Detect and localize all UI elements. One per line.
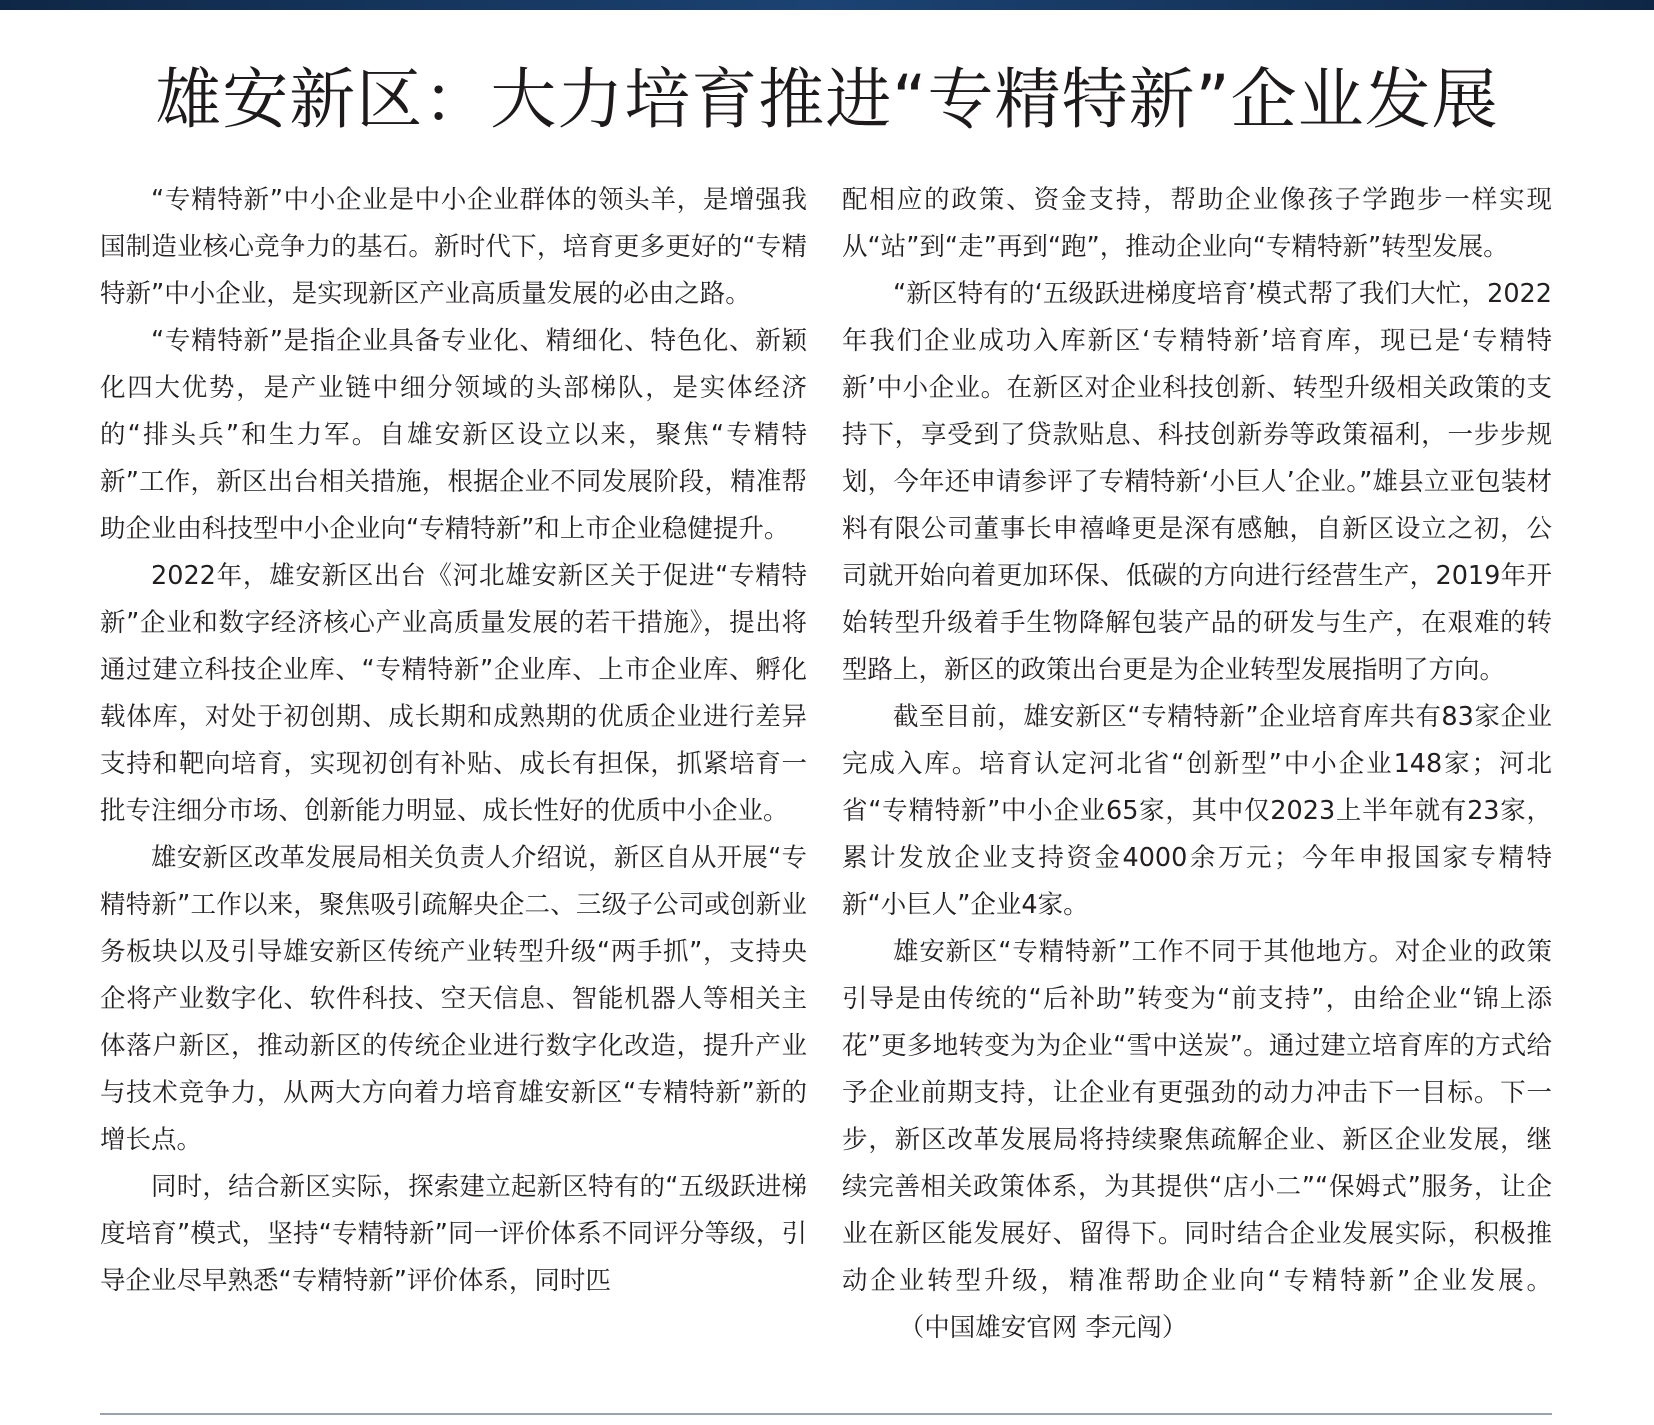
- right-text-column: [842, 177, 1552, 1352]
- top-banner-bar: [0, 0, 1654, 10]
- paragraph-next-steps: [842, 929, 1552, 1352]
- paragraph-reform-bureau: 雄安新区改革发展局相关负责人介绍说，新区自从开展“专精特新”工作以来，聚焦吸引疏解央企二、三级子公司或创新业务板块以及引导雄安新区传统产业转型升级“两手抓”，支持央企将产业数字化、软件科技、空天信息、智能机器人等相关主体落户新区，推动新区的传统企业进行数字化改造，提升产业与技术竞争力，从两大方向着力培育雄安新区“专精特新”新的增长点。: [100, 843, 807, 1155]
- paragraph-quote-testimonial: “新区特有的‘五级跃进梯度培育’模式帮了我们大忙，2022年我们企业成功入库新区‘专精特新’培育库，现已是‘专精特新’中小企业。在新区对企业科技创新、转型升级相关政策的支持下，享受到了贷款贴息、科技创新券等政策福利，一步步规划，今年还申请参评了专精特新‘小巨人’企业。”雄县立亚包装材料有限公司董事长申禧峰更是深有感触，自新区设立之初，公司就开始向着更加环保、低碳的方向进行经营生产，2019年开始转型升级着手生物降解包装产品的研发与生产，在艰难的转型路上，新区的政策出台更是为企业转型发展指明了方向。: [842, 279, 1552, 685]
- paragraph-continuation: 配相应的政策、资金支持，帮助企业像孩子学跑步一样实现从“站”到“走”再到“跑”，推动企业向“专精特新”转型发展。: [842, 185, 1552, 262]
- left-text-column: [100, 177, 807, 1305]
- paragraph-2022-measures: 2022年，雄安新区出台《河北雄安新区关于促进“专精特新”企业和数字经济核心产业高质量发展的若干措施》，提出将通过建立科技企业库、“专精特新”企业库、上市企业库、孵化载体库，对处于初创期、成长期和成熟期的优质企业进行差异支持和靶向培育，实现初创有补贴、成长有担保，抓紧培育一批专注细分市场、创新能力明显、成长性好的优质中小企业。: [100, 561, 807, 826]
- article-headline: 雄安新区：大力培育推进“专精特新”企业发展: [155, 61, 1499, 138]
- paragraph-statistics: 截至目前，雄安新区“专精特新”企业培育库共有83家企业完成入库。培育认定河北省“创新型”中小企业148家；河北省“专精特新”中小企业65家，其中仅2023上半年就有23家，累计发放企业支持资金4000余万元；今年申报国家专精特新“小巨人”企业4家。: [842, 702, 1552, 920]
- bottom-divider: [100, 1413, 1552, 1415]
- paragraph-five-level-model: 同时，结合新区实际，探索建立起新区特有的“五级跃进梯度培育”模式，坚持“专精特新”同一评价体系不同评分等级，引导企业尽早熟悉“专精特新”评价体系，同时匹: [100, 1172, 807, 1296]
- article-source-signature: （中国雄安官网 李元闯）: [898, 1313, 1188, 1343]
- paragraph-intro: “专精特新”中小企业是中小企业群体的领头羊，是增强我国制造业核心竞争力的基石。新时代下，培育更多更好的“专精特新”中小企业，是实现新区产业高质量发展的必由之路。: [100, 185, 807, 309]
- next-steps-text: 雄安新区“专精特新”工作不同于其他地方。对企业的政策引导是由传统的“后补助”转变为“前支持”，由给企业“锦上添花”更多地转变为为企业“雪中送炭”。通过建立培育库的方式给予企业前期支持，让企业有更强劲的动力冲击下一目标。下一步，新区改革发展局将持续聚焦疏解企业、新区企业发展，继续完善相关政策体系，为其提供“店小二”“保姆式”服务，让企业在新区能发展好、留得下。同时结合企业发展实际，积极推动企业转型升级，精准帮助企业向“专精特新”企业发展。: [842, 937, 1552, 1296]
- paragraph-definition: “专精特新”是指企业具备专业化、精细化、特色化、新颖化四大优势，是产业链中细分领域的头部梯队，是实体经济的“排头兵”和生力军。自雄安新区设立以来，聚焦“专精特新”工作，新区出台相关措施，根据企业不同发展阶段，精准帮助企业由科技型中小企业向“专精特新”和上市企业稳健提升。: [100, 326, 807, 544]
